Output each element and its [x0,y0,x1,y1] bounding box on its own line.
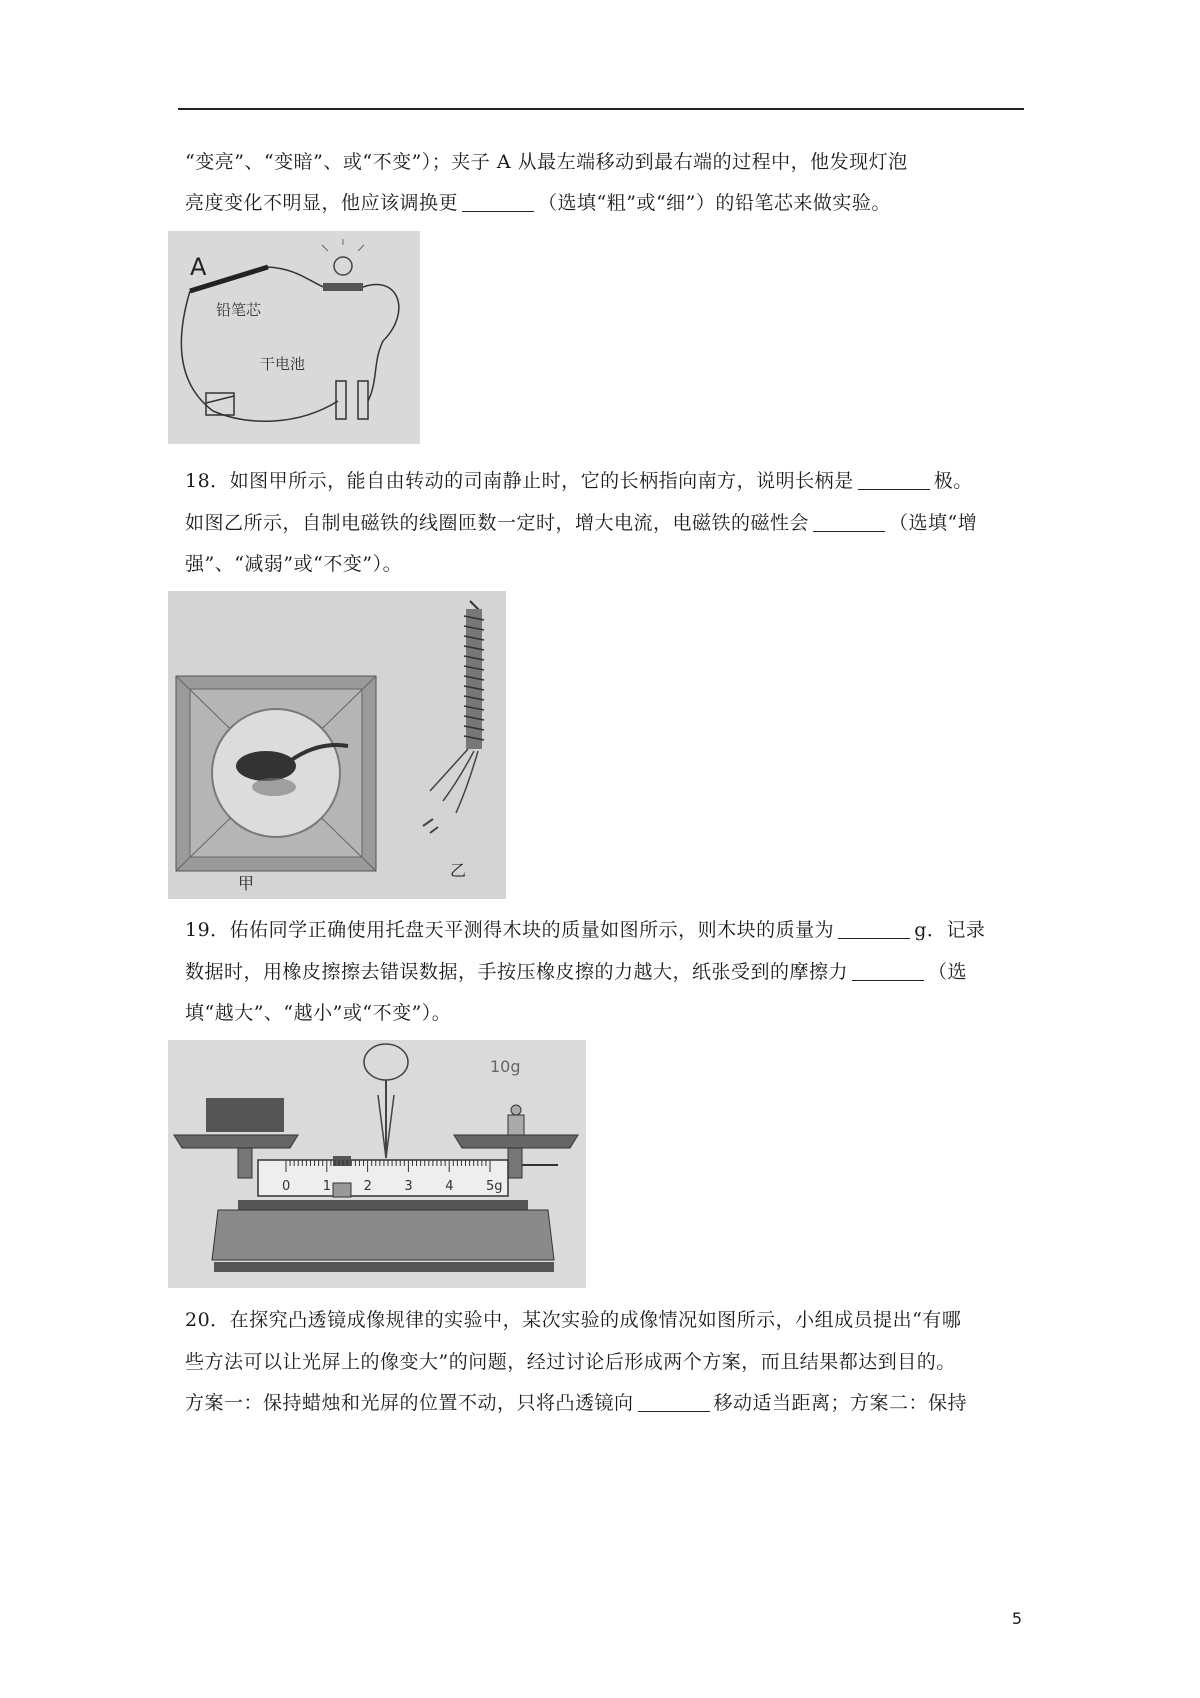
page-number: 5 [1011,1609,1022,1628]
answer-blank [462,191,534,212]
answer-blank [858,469,930,490]
q20-line-2: 些方法可以让光屏上的像变大”的问题，经过讨论后形成两个方案，而且结果都达到目的。 [185,1351,956,1373]
weight-label: 10g [490,1057,521,1076]
q20-line-3: 方案一：保持蜡烛和光屏的位置不动，只将凸透镜向 移动适当距离；方案二：保持 [185,1392,968,1414]
scale-tick-label: 5g [486,1179,503,1194]
answer-blank [852,960,924,981]
q20-line-1: 20．在探究凸透镜成像规律的实验中，某次实验的成像情况如图所示，小组成员提出“有哪 [185,1309,962,1331]
balance-figure [168,1040,586,1288]
figure-yi-label: 乙 [450,861,467,880]
circuit-figure [168,231,420,444]
figure-jia-label: 甲 [238,874,255,893]
compass-electromagnet-figure [168,591,506,899]
clip-a-label: A [190,253,207,281]
q17-line-1: “变亮”、“变暗”、或“不变”）；夹子 A 从最左端移动到最右端的过程中，他发现灯泡 [185,151,908,173]
battery-label: 干电池 [260,355,306,373]
q19-line-2: 数据时，用橡皮擦擦去错误数据，手按压橡皮擦的力越大，纸张受到的摩擦力 （选 [185,961,968,983]
q18-line-2: 如图乙所示，自制电磁铁的线圈匝数一定时，增大电流，电磁铁的磁性会 （选填“增 [185,512,978,534]
scale-tick-label: 2 [363,1179,372,1194]
header-rule [178,108,1024,110]
q19-line-1: 19．佑佑同学正确使用托盘天平测得木块的质量如图所示，则木块的质量为 g．记录 [185,919,986,941]
q17-line-2: 亮度变化不明显，他应该调换更 （选填“粗”或“细”）的铅笔芯来做实验。 [185,192,891,214]
pencil-core-label: 铅笔芯 [216,301,262,319]
q18-line-1: 18．如图甲所示，能自由转动的司南静止时，它的长柄指向南方，说明长柄是 极。 [185,470,973,492]
scale-tick-label: 4 [445,1179,454,1194]
scale-tick-label: 0 [282,1179,291,1194]
q19-line-3: 填“越大”、“越小”或“不变”）。 [185,1002,452,1024]
answer-blank [838,918,910,939]
answer-blank [638,1391,710,1412]
q18-line-3: 强”、“减弱”或“不变”）。 [185,553,403,575]
answer-blank [813,511,885,532]
scale-tick-label: 3 [404,1179,413,1194]
scale-tick-label: 1 [322,1179,332,1194]
